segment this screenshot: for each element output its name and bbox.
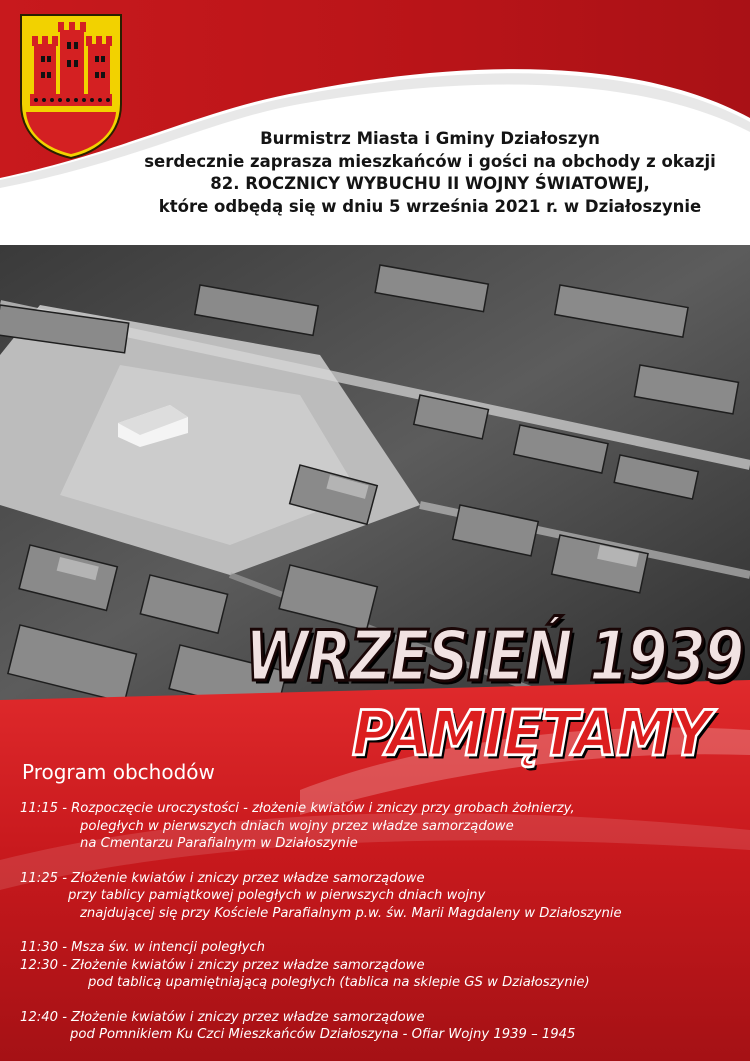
program-item-line: pod Pomnikiem Ku Czci Mieszkańców Działoszyna - Ofiar Wojny 1939 – 1945 — [70, 1027, 576, 1042]
program-item-1130 — [20, 939, 740, 957]
program-item-line: 11:15 - Rozpoczęcie uroczystości - złożenie kwiatów i zniczy przy grobach żołnierzy, — [20, 801, 575, 816]
invitation-text — [130, 128, 730, 218]
program-item-1240 — [20, 1009, 740, 1044]
program-item-line: przy tablicy pamiątkowej poległych w pierwszych dniach wojny — [68, 888, 486, 903]
program-item-line: poległych w pierwszych dniach wojny przez władze samorządowe — [80, 818, 514, 834]
headline-subtitle: PAMIĘTAMY — [352, 698, 711, 771]
program-item-1115 — [20, 800, 740, 853]
program-item-1230 — [20, 957, 740, 992]
invitation-line-3: 82. ROCZNICY WYBUCHU II WOJNY ŚWIATOWEJ, — [210, 174, 650, 193]
program-item-1125 — [20, 870, 740, 923]
program-item-line: 11:30 - Msza św. w intencji poległych — [20, 940, 265, 955]
program-heading: Program obchodów — [22, 760, 215, 784]
coat-of-arms-icon — [18, 12, 124, 160]
program-item-line: pod tablicą upamiętniającą poległych (tablica na sklepie GS w Działoszynie) — [88, 975, 590, 990]
program-item-line: 12:30 - Złożenie kwiatów i zniczy przez władze samorządowe — [20, 957, 425, 973]
program-list — [20, 800, 740, 1061]
invitation-line-1: Burmistrz Miasta i Gminy Działoszyn — [260, 129, 600, 148]
headline-title: WRZESIEŃ 1939 — [245, 615, 743, 697]
program-item-line: na Cmentarzu Parafialnym w Działoszynie — [80, 836, 358, 851]
invitation-line-4: które odbędą się w dniu 5 września 2021 r. w Działoszynie — [158, 196, 702, 216]
invitation-line-2: serdecznie zaprasza mieszkańców i gości na obchody z okazji — [144, 151, 716, 171]
program-item-line: znajdującej się przy Kościele Parafialnym p.w. św. Marii Magdaleny w Działoszynie — [80, 905, 622, 921]
program-item-line: 12:40 - Złożenie kwiatów i zniczy przez władze samorządowe — [20, 1009, 425, 1025]
program-item-line: 11:25 - Złożenie kwiatów i zniczy przez władze samorządowe — [20, 870, 425, 886]
